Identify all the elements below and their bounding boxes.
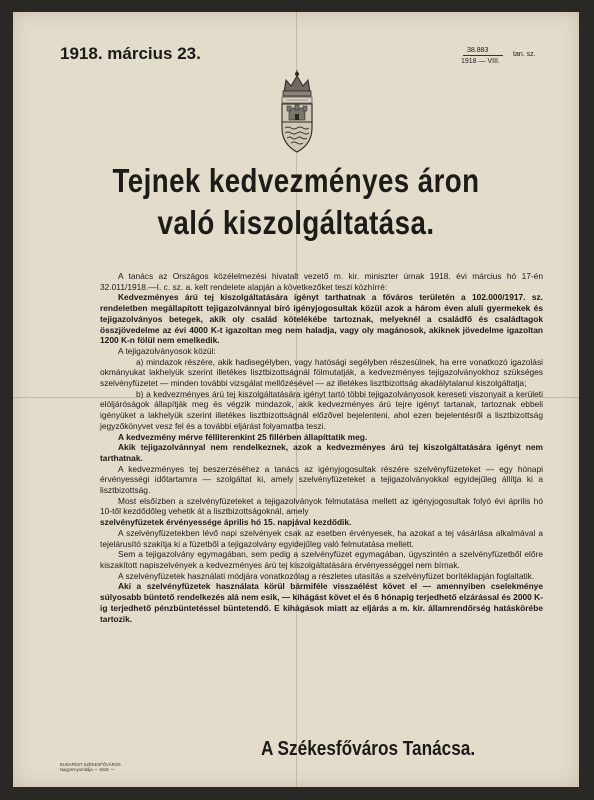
- paragraph-bold: Aki a szelvényfüzetek használata körül bármiféle visszaélést követ el — amennyiben cselekménye súlyosabb büntető rendelkezés alá nem esik, — kihágást követ el és 6 hónapig terjedhető elzárással és 2000 K-ig terjedhető pénzbüntetéssel büntetendő. E kihágások miatt az eljárás a m. kir. államrendőrség hatáskörébe tartozik.: [100, 581, 543, 624]
- reg-sub: 1918 — VIII.: [461, 58, 500, 65]
- paragraph: Most elsőízben a szelvényfüzeteket a tejigazolványok felmutatása mellett az igényjogosultak folyó évi április hó 10-től kezdődőleg vehetik át a lisztbizottságoknál, amely: [100, 495, 543, 517]
- paragraph: A tejigazolványosok közül:: [118, 345, 216, 356]
- poster-sheet: [13, 12, 579, 787]
- paragraph-bold: szelvényfüzetek érvényessége április hó 15. napjával kezdődik.: [100, 517, 352, 528]
- registration-number: [457, 44, 547, 72]
- paragraph: Sem a tejigazolvány egymagában, sem pedig a szelvényfüzet egymagában, úgyszintén a szelvényfüzetből előre kiszakított napiszelvények a kedvezményes árú tej kiszolgáltatására érvényességgel nem bírnak.: [100, 549, 543, 570]
- paragraph: A kedvezményes tej beszerzéséhez a tanács az igényjogosultak részére szelvényfüzeteket — egy hónapi érvényességi időtartamra — szolgáltat ki, amely szelvényfüzeteket a tejigazolványokkal egyidejűleg állítja ki a lisztbizottság.: [100, 463, 543, 496]
- coat-of-arms-icon: [276, 70, 318, 156]
- paragraph: A szelvényfüzetek használati módjára vonatkozólag a részletes utasítás a szelvényfüzet borítéklapján foglaltatik.: [118, 570, 535, 581]
- issue-date: 1918. március 23.: [60, 44, 201, 63]
- reg-number: 38.883: [467, 47, 489, 54]
- paragraph: A szelvényfüzetekben lévő napi szelvények csak az esetben érvényesek, ha azokat a tej vásárlása alkalmával a tejelárusító szakítja ki a füzetből a tejigazolvány egyidejűleg való felmutatása mellett.: [100, 527, 543, 549]
- paragraph-item-b: b) a kedvezményes árú tej kiszolgáltatására igényt tartó többi tejigazolványosok kereseti viszonyait a kerületi elöljáróságok állapítják meg és végzik mindazok, akik kedvezményes árú tejre igényt tartanak, tartoznak ebbeli igényüket a lakhelyük szerint illetékes lisztbizottságnál előzővel bejelenteni, ahol ezen bejelentésről a lisztbizottság jegyzőkönyvet vesz fel és a további eljárást folyamatba teszi.: [100, 388, 543, 431]
- poster-title-line-2: való kiszolgáltatása.: [157, 204, 435, 241]
- poster-title-line-1: Tejnek kedvezményes áron: [112, 162, 480, 199]
- reg-suffix: tan. sz.: [513, 51, 536, 58]
- poster-body: [100, 271, 543, 624]
- printer-imprint: [60, 762, 140, 772]
- paragraph-bold: A kedvezmény mérve félliterenkint 25 fillérben állapíttatik meg.: [118, 431, 368, 442]
- printer-line-2: Nagyonnyomdája — 1918. —: [60, 767, 115, 772]
- printer-line-1: BUDAPEST SZÉKESFŐVÁROS: [60, 762, 121, 767]
- paragraph-bold: Akik tejigazolvánnyal nem rendelkeznek, azok a kedvezményes árú tej kiszolgáltatására igényt nem tarthatnak.: [100, 442, 543, 463]
- paragraph-bold: Kedvezményes árú tej kiszolgáltatására igényt tarthatnak a főváros területén a 102.000/1917. sz. rendeletben megállapított tejigazolvánnyal bíró igényjogosultak közül azok a három éven aluli gyermekek és tejigazolványos betegek, akik oly család kötelékébe tartoznak, melyeknél a családfő és családtagok összjövedelme az évi 4000 K-t igazoltan meg nem haladja, vagy oly magánosok, akiknek jövedelme igazoltan 1200 K-n fölül nem emelkedik.: [100, 292, 543, 346]
- signature: A Székesfőváros Tanácsa.: [261, 738, 476, 760]
- paragraph: A tanács az Országos közélelmezési hivatalt vezető m. kir. miniszter úrnak 1918. évi március hó 17-én 32.011/1918.—I. c. sz. a. kelt rendelete alapján a következőket teszi közhírré:: [100, 271, 543, 292]
- reg-divider: [463, 55, 503, 56]
- paragraph-item-a: a) mindazok részére, akik hadisegélyben, vagy hatósági segélyben részesülnek, ha erre vonatkozó igazolási okmányukat lakhelyük szerint illetékes lisztbizottságnál fölmutatják, a kedvezményes tejigazolványokhoz szükséges szelvényfüzetet — minden további vizsgálat mellőzésével — az illetékes lisztbizottság akadálytalanul kiszolgáltatja;: [100, 356, 543, 389]
